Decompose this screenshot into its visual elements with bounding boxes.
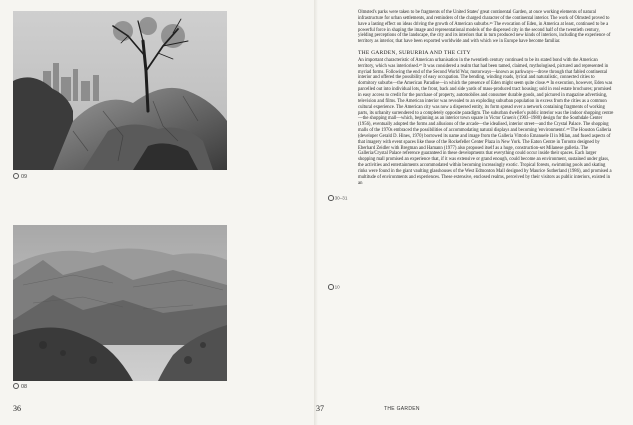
section-heading: THE GARDEN, SUBURBIA AND THE CITY <box>358 50 471 57</box>
figure2-number: 08 <box>21 384 28 390</box>
running-head: THE GARDEN <box>384 406 420 412</box>
margin-note-figure-ref-2 <box>328 284 340 290</box>
paragraph-olmsted: Olmsted's parks were taken to be fragments of the United States' great continental Garden, at once working elements of natural infrastructure for urban settlements, and reminders of the charged character of the continental interior. The work of Olmsted proved to have a lasting effect on ideas driving the growth of American suburbs.²⁶ The evocation of Eden, in America at least, continued to be a powerful force in shaping the image and representational models of the dispersed city in the second half of the twentieth century, yielding perceptions of the landscape, the city and its interiors that in turn produced new kinds of interiors, including the experience of territory as interior, that have been exported worldwide and with which we in Europe have become familiar. <box>358 10 611 45</box>
paragraph-urbanisation: An important characteristic of American urbanisation in the twentieth century continued to be its stated bond with the American territory, which was interiorised.²⁷ It was considered a realm that had been tamed, claimed, mythologised, pictured and represented in myriad forms. Following the end of the Second World War, motorways—known as parkways—drove through that fabled continental interior and offered the possibility of easy occupation. The bending, winding roads, lyrical and naturalistic, connected cities to dormitory suburbs—the American Paradise—in which the presence of Eden might seem quite close.²⁸ In execution, however, Eden was parcelled out into individual lots, the front, back and side yards of mass-produced tract housing; sold in real estate brochures; promised in easy access to credit for the purchase of property, automobiles and consumer durable goods, and pictured in magazine advertising, television and films. The American interior was revealed to an exploding suburban population in excess from the cities as a common cultural experience. The American city was now a dispersed entity, its form spread over a network containing fragments of working parts, its urbanity surrendered to a completely opposite paradigm. The suburban dweller's public interior was the indoor shopping centre—the shopping mall—which, beginning as an interior town square in Victor Gruen's (1903–1980) design for the Southdale Center (1956), eventually adopted the forms and allusions of the arcade—the idealised, interior street—and the Crystal Palace. The shopping malls of the 1970s embraced the possibilities of accommodating natural displays and becoming 'environments'.²⁹ The Houston Galleria (developer Gerald D. Hines, 1970) borrowed its name and image from the Galleria Vittorio Emanuele II in Milan, and fused aspects of that imagery with event spaces like those of the Rockefeller Center Plaza in New York. The Eaton Centre in Toronto designed by Eberhard Zeidler with Bregman and Hamann (1977) also proposed itself as a huge, construction-set Milanese galleria. The Galleria/Crystal Palace reference guaranteed in these developments that everything could occur inside their spaces. Each larger shopping mall promised an experience that, if it was extensive or grand enough, could become an environment, sustained under glass, the activities and entertainments accommodated within becoming increasingly exotic. Tropical forests, swimming pools and skating rinks were found in the giant vaulting glasshouses of the West Edmonton Mall designed by Maurice Sutherland (1986), and promised a multitude of environments and experiences. These extensive, enclosed realms, perceived by their visitors as public interiors, existed in an <box>358 57 614 186</box>
figure1-number: 09 <box>21 174 28 180</box>
margin-note-figure-ref-1 <box>328 195 347 201</box>
figure-marker-icon <box>328 195 334 201</box>
margin-note-1-text: 30–31 <box>334 195 348 201</box>
page-number-right: 37 <box>316 404 324 413</box>
figure-marker-icon <box>13 173 19 179</box>
book-gutter <box>314 0 318 425</box>
figure-marker-icon <box>13 383 19 389</box>
figure-photo-park-rocks <box>13 11 227 170</box>
body-text-column <box>358 10 614 186</box>
page-number-left: 36 <box>13 404 21 413</box>
figure-photo-canyon <box>13 225 227 381</box>
figure2-caption <box>13 383 27 390</box>
figure-marker-icon <box>328 284 334 290</box>
margin-note-2-text: 10 <box>334 284 340 290</box>
figure1-caption <box>13 173 27 180</box>
